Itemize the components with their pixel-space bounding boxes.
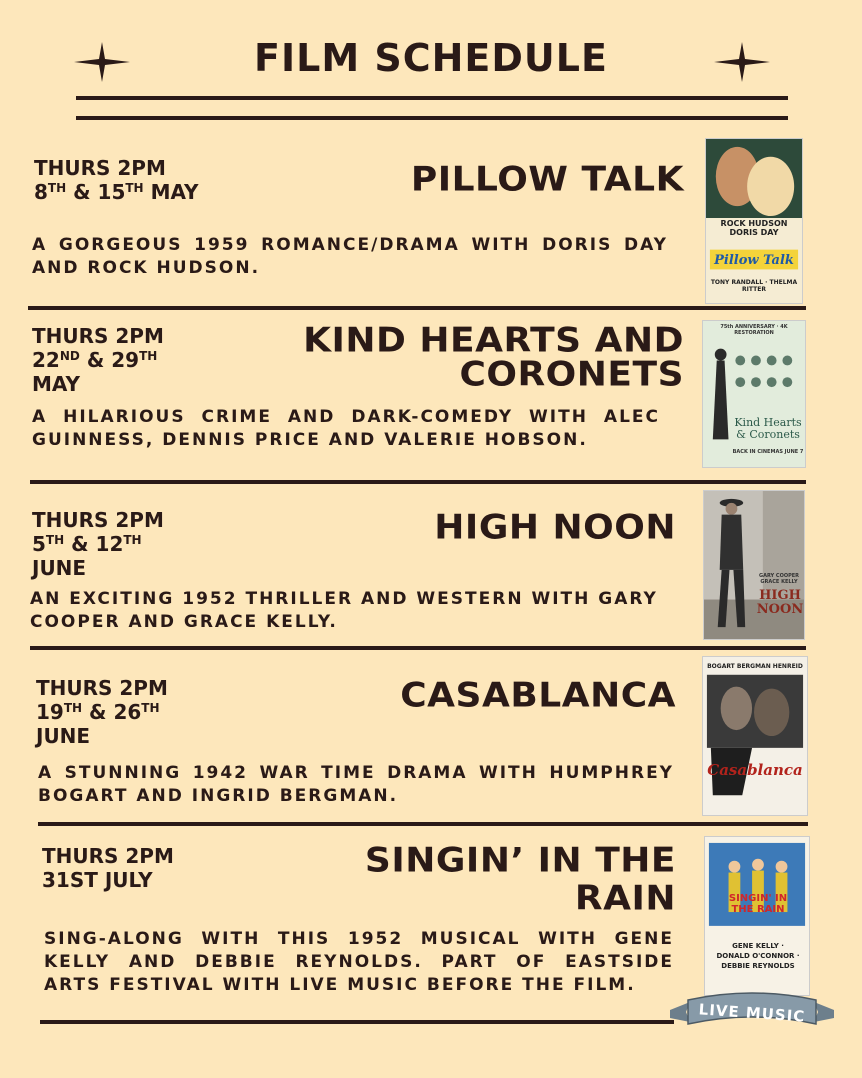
divider: [30, 646, 806, 650]
film-poster: ROCK HUDSON DORIS DAY Pillow Talk TONY RANDALL · THELMA RITTER: [705, 138, 803, 304]
film-description: A HILARIOUS CRIME AND DARK-COMEDY WITH ALEC GUINNESS, DENNIS PRICE AND VALERIE HOBSON.: [32, 407, 660, 450]
divider: [76, 96, 788, 100]
film-description: A STUNNING 1942 WAR TIME DRAMA WITH HUMPHREY BOGART AND INGRID BERGMAN.: [38, 763, 674, 806]
screening-time: THURS 2PM 8TH & 15TH MAY: [34, 156, 199, 204]
film-title: PILLOW TALK: [410, 160, 684, 199]
divider: [28, 306, 806, 310]
screening-time: THURS 2PM 31ST JULY: [42, 844, 174, 892]
page-title: FILM SCHEDULE: [254, 36, 608, 80]
divider: [40, 1020, 674, 1024]
screening-time: THURS 2PM 22ND & 29TH MAY: [32, 324, 164, 396]
film-title: KIND HEARTS AND CORONETS: [303, 320, 684, 395]
film-title: SINGIN’ IN THE RAIN: [364, 841, 676, 918]
film-poster: GARY COOPER GRACE KELLY HIGH NOON: [703, 490, 805, 640]
divider: [76, 116, 788, 120]
film-poster: 75th ANNIVERSARY · 4K RESTORATION Kind Hearts & Coronets BACK IN CINEMAS JUNE 7: [702, 320, 806, 468]
film-poster: SINGIN' IN THE RAIN GENE KELLY · DONALD O'CONNOR · DEBBIE REYNOLDS: [704, 836, 810, 996]
film-description: A GORGEOUS 1959 ROMANCE/DRAMA WITH DORIS DAY AND ROCK HUDSON.: [32, 235, 668, 278]
sparkle-icon: [712, 40, 772, 84]
film-title: CASABLANCA: [400, 676, 676, 715]
film-description: AN EXCITING 1952 THRILLER AND WESTERN WITH GARY COOPER AND GRACE KELLY.: [30, 589, 658, 632]
film-title: HIGH NOON: [434, 508, 676, 547]
film-description: SING-ALONG WITH THIS 1952 MUSICAL WITH GENE KELLY AND DEBBIE REYNOLDS. PART OF EASTSIDE ARTS FESTIVAL WITH LIVE MUSIC BEFORE THE FILM.: [44, 929, 674, 995]
divider: [30, 480, 806, 484]
screening-time: THURS 2PM 19TH & 26TH JUNE: [36, 676, 168, 748]
screening-time: THURS 2PM 5TH & 12TH JUNE: [32, 508, 164, 580]
banner-label: LIVE MUSIC: [698, 1000, 806, 1026]
film-poster: BOGART BERGMAN HENREID Casablanca: [702, 656, 808, 816]
divider: [38, 822, 808, 826]
